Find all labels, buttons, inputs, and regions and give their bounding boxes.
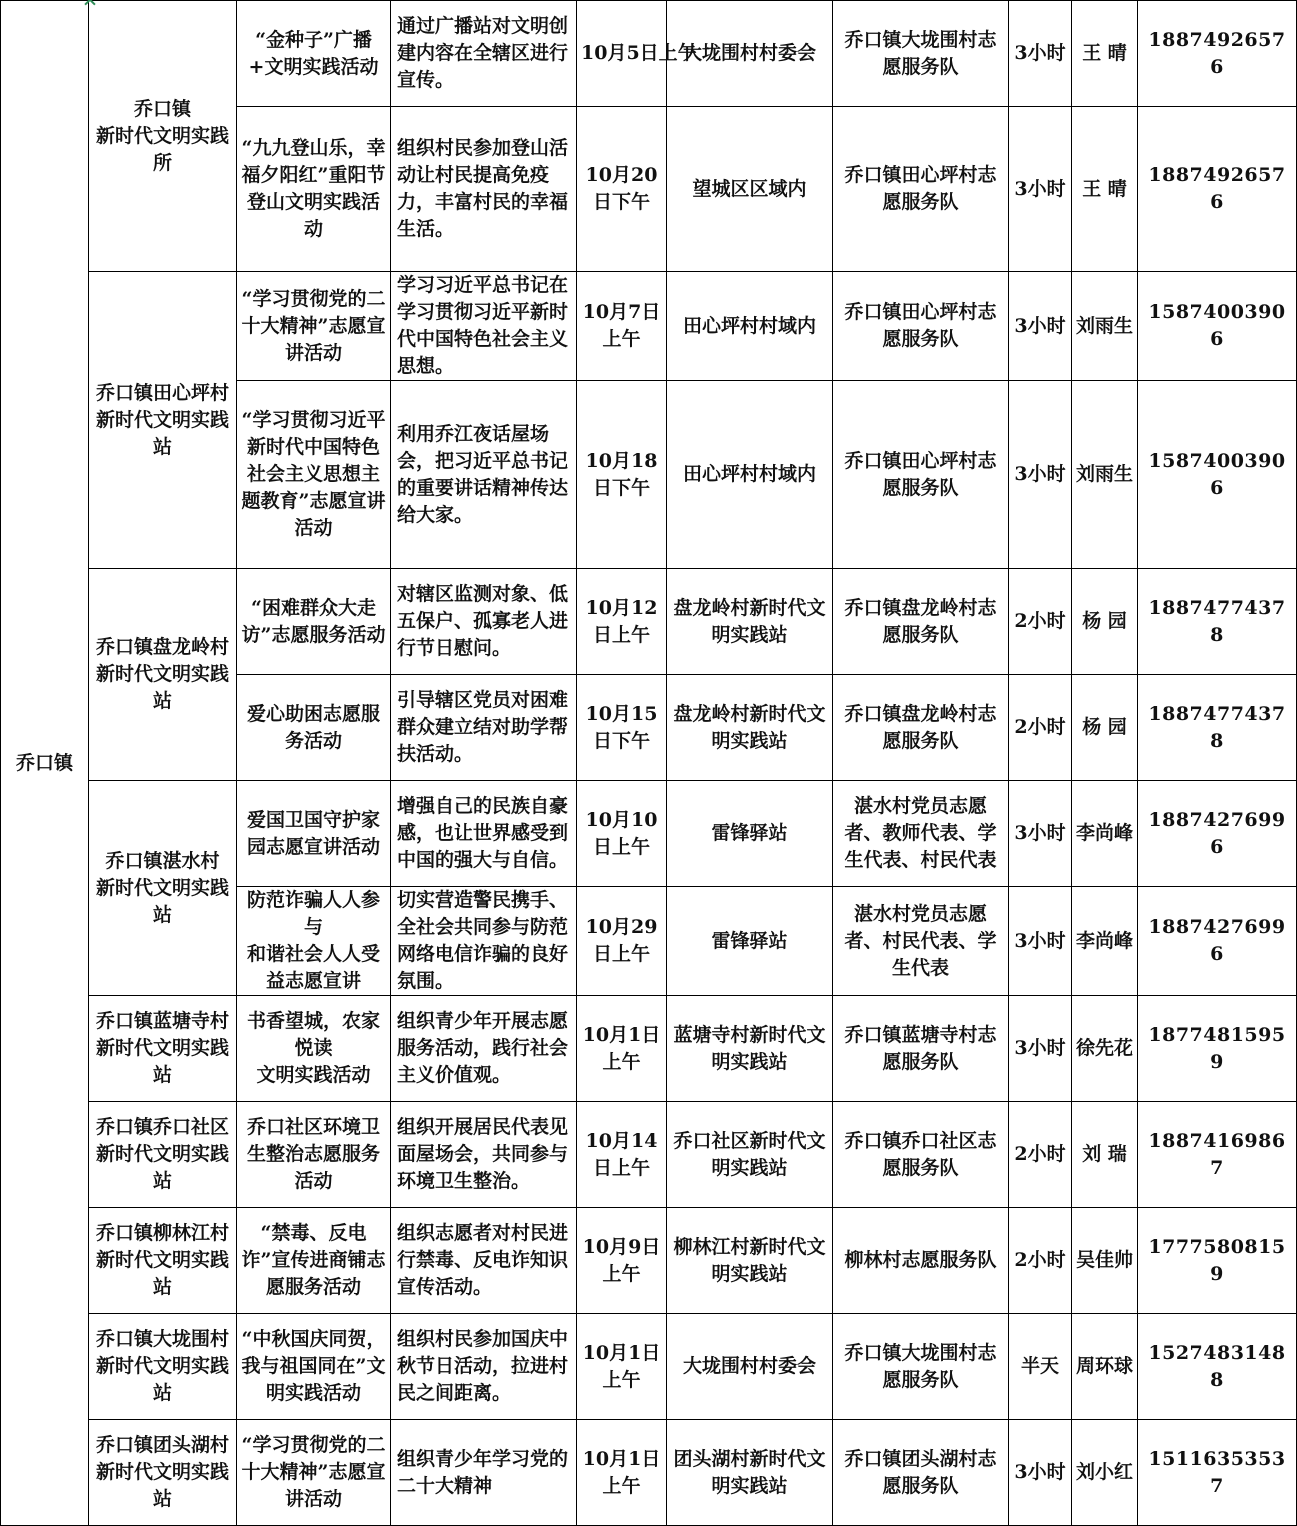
activity-place-cell: 盘龙岭村新时代文明实践站 <box>667 569 833 675</box>
volunteer-team-cell: 湛水村党员志愿者、教师代表、学生代表、村民代表 <box>833 781 1009 887</box>
contact-cell: 杨 园 <box>1072 569 1138 675</box>
activity-content-cell: 组织开展居民代表见面屋场会，共同参与环境卫生整治。 <box>391 1102 577 1208</box>
activity-name-cell: “困难群众大走访”志愿服务活动 <box>237 569 391 675</box>
table-row <box>1 996 1297 1102</box>
phone-cell: 18874926576 <box>1138 1 1297 107</box>
volunteer-team-cell: 乔口镇乔口社区志愿服务队 <box>833 1102 1009 1208</box>
contact-cell: 刘雨生 <box>1072 381 1138 569</box>
activity-time-cell: 10月12日上午 <box>577 569 667 675</box>
activity-place-cell: 柳林江村新时代文明实践站 <box>667 1208 833 1314</box>
contact-cell: 杨 园 <box>1072 675 1138 781</box>
activity-place-cell: 大垅围村村委会 <box>667 1 833 107</box>
activity-name-cell: 防范诈骗人人参与 和谐社会人人受益志愿宣讲 <box>237 887 391 996</box>
activity-content-cell: 对辖区监测对象、低五保户、孤寡老人进行节日慰问。 <box>391 569 577 675</box>
town-cell: 乔口镇 <box>1 1 89 1526</box>
activity-content-cell: 组织青少年开展志愿服务活动，践行社会主义价值观。 <box>391 996 577 1102</box>
activity-time-cell: 10月20日下午 <box>577 107 667 272</box>
duration-cell: 2小时 <box>1009 569 1072 675</box>
activity-name-cell: “学习贯彻党的二十大精神”志愿宣讲活动 <box>237 1420 391 1526</box>
activity-time-cell: 10月10日上午 <box>577 781 667 887</box>
station-cell: 乔口镇蓝塘寺村 新时代文明实践站 <box>89 996 237 1102</box>
phone-cell: 18874276996 <box>1138 781 1297 887</box>
activity-place-cell: 乔口社区新时代文明实践站 <box>667 1102 833 1208</box>
volunteer-team-cell: 乔口镇田心坪村志愿服务队 <box>833 272 1009 381</box>
activity-place-cell: 雷锋驿站 <box>667 887 833 996</box>
activity-name-cell: “学习贯彻党的二十大精神”志愿宣讲活动 <box>237 272 391 381</box>
station-cell: 乔口镇柳林江村 新时代文明实践站 <box>89 1208 237 1314</box>
activity-content-cell: 组织志愿者对村民进行禁毒、反电诈知识宣传活动。 <box>391 1208 577 1314</box>
activity-content-cell: 切实营造警民携手、全社会共同参与防范网络电信诈骗的良好氛围。 <box>391 887 577 996</box>
station-cell: 乔口镇大垅围村 新时代文明实践站 <box>89 1314 237 1420</box>
activity-place-cell: 望城区区域内 <box>667 107 833 272</box>
activity-time-cell: 10月1日上午 <box>577 996 667 1102</box>
activity-name-cell: “金种子”广播+文明实践活动 <box>237 1 391 107</box>
activity-name-cell: 书香望城，农家悦读 文明实践活动 <box>237 996 391 1102</box>
activity-time-cell: 10月7日上午 <box>577 272 667 381</box>
table-row <box>1 272 1297 381</box>
activity-time-cell: 10月18日下午 <box>577 381 667 569</box>
contact-cell: 刘 瑞 <box>1072 1102 1138 1208</box>
table-row <box>1 1208 1297 1314</box>
activity-name-cell: “禁毒、反电诈”宣传进商铺志愿服务活动 <box>237 1208 391 1314</box>
activity-place-cell: 田心坪村村域内 <box>667 381 833 569</box>
activity-time-cell: 10月15日下午 <box>577 675 667 781</box>
table-row <box>1 781 1297 887</box>
station-cell: 乔口镇 新时代文明实践所 <box>89 1 237 272</box>
duration-cell: 2小时 <box>1009 1208 1072 1314</box>
activity-name-cell: “中秋国庆同贺，我与祖国同在”文明实践活动 <box>237 1314 391 1420</box>
activity-time-cell: 10月5日上午 <box>577 1 667 107</box>
duration-cell: 3小时 <box>1009 887 1072 996</box>
contact-cell: 周环球 <box>1072 1314 1138 1420</box>
duration-cell: 3小时 <box>1009 781 1072 887</box>
volunteer-team-cell: 柳林村志愿服务队 <box>833 1208 1009 1314</box>
activity-name-cell: “九九登山乐，幸福夕阳红”重阳节登山文明实践活动 <box>237 107 391 272</box>
activity-content-cell: 增强自己的民族自豪感，也让世界感受到中国的强大与自信。 <box>391 781 577 887</box>
volunteer-team-cell: 乔口镇蓝塘寺村志愿服务队 <box>833 996 1009 1102</box>
phone-cell: 18874774378 <box>1138 675 1297 781</box>
duration-cell: 半天 <box>1009 1314 1072 1420</box>
phone-cell: 18874774378 <box>1138 569 1297 675</box>
station-cell: 乔口镇盘龙岭村 新时代文明实践站 <box>89 569 237 781</box>
volunteer-team-cell: 湛水村党员志愿者、村民代表、学生代表 <box>833 887 1009 996</box>
contact-cell: 王 晴 <box>1072 107 1138 272</box>
duration-cell: 3小时 <box>1009 996 1072 1102</box>
contact-cell: 吴佳帅 <box>1072 1208 1138 1314</box>
phone-cell: 15116353537 <box>1138 1420 1297 1526</box>
activity-name-cell: “学习贯彻习近平新时代中国特色社会主义思想主题教育”志愿宣讲活动 <box>237 381 391 569</box>
activity-time-cell: 10月14日上午 <box>577 1102 667 1208</box>
activity-place-cell: 盘龙岭村新时代文明实践站 <box>667 675 833 781</box>
activity-name-cell: 乔口社区环境卫生整治志愿服务活动 <box>237 1102 391 1208</box>
volunteer-team-cell: 乔口镇大垅围村志愿服务队 <box>833 1314 1009 1420</box>
station-cell: 乔口镇湛水村 新时代文明实践站 <box>89 781 237 996</box>
station-cell: 乔口镇乔口社区 新时代文明实践站 <box>89 1102 237 1208</box>
activity-place-cell: 团头湖村新时代文明实践站 <box>667 1420 833 1526</box>
activity-time-cell: 10月1日上午 <box>577 1420 667 1526</box>
table-row <box>1 1 1297 107</box>
table-row <box>1 1314 1297 1420</box>
volunteer-team-cell: 乔口镇团头湖村志愿服务队 <box>833 1420 1009 1526</box>
contact-cell: 王 晴 <box>1072 1 1138 107</box>
activity-time-cell: 10月9日上午 <box>577 1208 667 1314</box>
activity-name-cell: 爱心助困志愿服务活动 <box>237 675 391 781</box>
activity-time-cell: 10月1日上午 <box>577 1314 667 1420</box>
contact-cell: 徐先花 <box>1072 996 1138 1102</box>
activity-name-cell: 爱国卫国守护家园志愿宣讲活动 <box>237 781 391 887</box>
duration-cell: 3小时 <box>1009 1 1072 107</box>
contact-cell: 李尚峰 <box>1072 781 1138 887</box>
activity-content-cell: 利用乔江夜话屋场会，把习近平总书记的重要讲话精神传达给大家。 <box>391 381 577 569</box>
activity-content-cell: 组织青少年学习党的二十大精神 <box>391 1420 577 1526</box>
phone-cell: 18874926576 <box>1138 107 1297 272</box>
activity-content-cell: 组织村民参加登山活动让村民提高免疫力，丰富村民的幸福生活。 <box>391 107 577 272</box>
volunteer-team-cell: 乔口镇盘龙岭村志愿服务队 <box>833 569 1009 675</box>
contact-cell: 刘小红 <box>1072 1420 1138 1526</box>
activity-place-cell: 田心坪村村域内 <box>667 272 833 381</box>
activity-content-cell: 组织村民参加国庆中秋节日活动，拉进村民之间距离。 <box>391 1314 577 1420</box>
table-row <box>1 569 1297 675</box>
duration-cell: 3小时 <box>1009 272 1072 381</box>
station-cell: 乔口镇团头湖村 新时代文明实践站 <box>89 1420 237 1526</box>
volunteer-team-cell: 乔口镇大垅围村志愿服务队 <box>833 1 1009 107</box>
duration-cell: 3小时 <box>1009 107 1072 272</box>
table-row <box>1 1420 1297 1526</box>
contact-cell: 刘雨生 <box>1072 272 1138 381</box>
activity-place-cell: 大垅围村村委会 <box>667 1314 833 1420</box>
duration-cell: 2小时 <box>1009 675 1072 781</box>
phone-cell: 18874169867 <box>1138 1102 1297 1208</box>
duration-cell: 3小时 <box>1009 1420 1072 1526</box>
phone-cell: 15874003906 <box>1138 381 1297 569</box>
phone-cell: 18874276996 <box>1138 887 1297 996</box>
contact-cell: 李尚峰 <box>1072 887 1138 996</box>
volunteer-team-cell: 乔口镇田心坪村志愿服务队 <box>833 107 1009 272</box>
activity-content-cell: 通过广播站对文明创建内容在全辖区进行宣传。 <box>391 1 577 107</box>
volunteer-team-cell: 乔口镇田心坪村志愿服务队 <box>833 381 1009 569</box>
phone-cell: 17775808159 <box>1138 1208 1297 1314</box>
volunteer-team-cell: 乔口镇盘龙岭村志愿服务队 <box>833 675 1009 781</box>
activity-time-cell: 10月29日上午 <box>577 887 667 996</box>
phone-cell: 15874003906 <box>1138 272 1297 381</box>
duration-cell: 3小时 <box>1009 381 1072 569</box>
activity-place-cell: 蓝塘寺村新时代文明实践站 <box>667 996 833 1102</box>
table-row <box>1 1102 1297 1208</box>
activity-content-cell: 引导辖区党员对困难群众建立结对助学帮扶活动。 <box>391 675 577 781</box>
phone-cell: 15274831488 <box>1138 1314 1297 1420</box>
phone-cell: 18774815959 <box>1138 996 1297 1102</box>
duration-cell: 2小时 <box>1009 1102 1072 1208</box>
station-cell: 乔口镇田心坪村 新时代文明实践站 <box>89 272 237 569</box>
activity-place-cell: 雷锋驿站 <box>667 781 833 887</box>
activity-content-cell: 学习习近平总书记在学习贯彻习近平新时代中国特色社会主义思想。 <box>391 272 577 381</box>
